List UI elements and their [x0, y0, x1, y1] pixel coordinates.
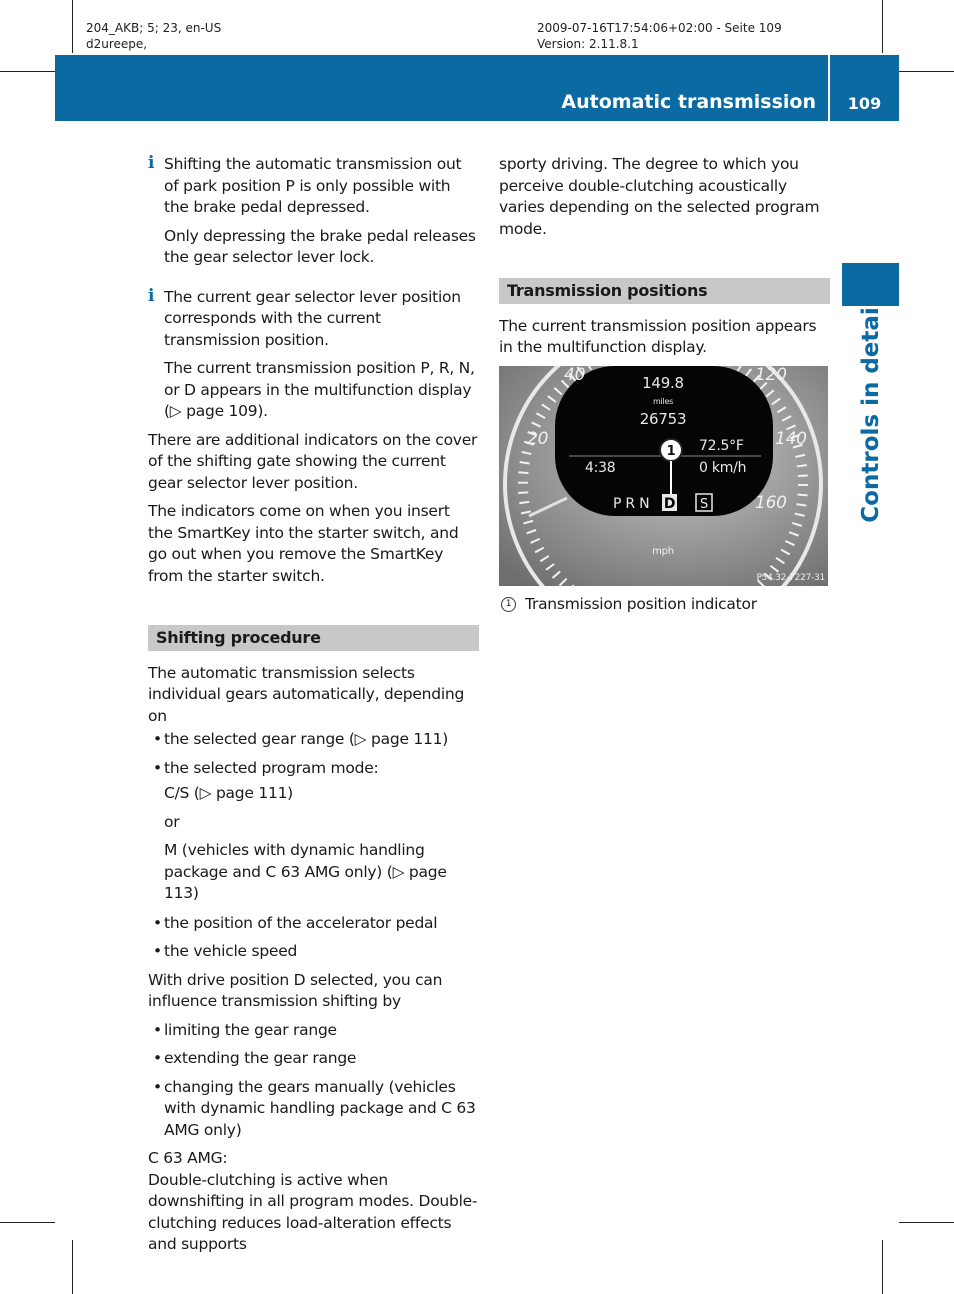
paragraph	[148, 1148, 479, 1256]
crop-mark	[882, 1240, 883, 1294]
speed-mark: 140	[775, 428, 807, 449]
speed-value: 0 km/h	[699, 459, 747, 476]
mode-item: M (vehicles with dynamic handling package and C 63 AMG only) (▷ page 113)	[164, 841, 447, 902]
crop-mark	[72, 0, 73, 53]
paragraph: sporty driving. The degree to which you perceive double-clutching acoustically varies depending on the selected program mode.	[499, 155, 820, 238]
info-subtext: The current transmission position P, R, N, or D appears in the multifunction display (▷ page 109).	[164, 359, 475, 420]
bullet-item: • the selected program mode:	[148, 758, 479, 780]
page-title: Automatic transmission	[561, 91, 816, 113]
meta-line: 2009-07-16T17:54:06+02:00 - Seite 109	[537, 21, 782, 35]
temperature-value: 72.5°F	[699, 437, 744, 454]
marker-number: 1	[666, 443, 676, 459]
meta-line: 204_AKB; 5; 23, en-US	[86, 21, 222, 35]
bullet-item: • the vehicle speed	[148, 941, 479, 963]
bullet-item: • extending the gear range	[148, 1048, 479, 1070]
paragraph: The current transmission position appears in the multifunction display.	[499, 316, 817, 356]
section-heading: Transmission positions	[499, 278, 830, 304]
header-bar	[55, 55, 828, 121]
info-icon: i	[148, 153, 155, 173]
figure-caption	[499, 594, 830, 616]
section-heading: Shifting procedure	[148, 625, 479, 651]
crop-mark	[72, 1240, 73, 1294]
speed-mark: 40	[564, 365, 586, 385]
bullet-item: • the position of the accelerator pedal	[148, 913, 479, 935]
mode-item: or	[164, 812, 180, 831]
meta-line: Version: 2.11.8.1	[537, 37, 639, 51]
side-tab	[842, 299, 899, 523]
odometer-value: 26753	[639, 409, 687, 428]
page-number: 109	[847, 94, 882, 113]
info-note	[148, 287, 479, 352]
amg-label: C 63 AMG:	[148, 1149, 228, 1167]
trip-unit: miles	[652, 396, 674, 406]
info-icon: i	[148, 285, 155, 306]
bullet-item: • changing the gears manually (vehicles with dynamic handling package and C 63 AMG only)	[148, 1077, 479, 1142]
mode-item: C/S (▷ page 111)	[164, 784, 293, 802]
info-text: Shifting the automatic transmission out of park position P is only possible with the brake pedal depressed.	[164, 155, 462, 216]
trip-value: 149.8	[642, 373, 684, 392]
paragraph: The indicators come on when you insert the SmartKey into the starter switch, and go out when you remove the SmartKey from the starter switch.	[148, 502, 459, 585]
crop-mark	[882, 0, 883, 53]
info-note	[148, 154, 479, 219]
gear-selected: D	[663, 495, 676, 512]
speed-mark: 20	[527, 428, 549, 449]
speed-mark: 160	[755, 492, 787, 513]
amg-text: Double-clutching is active when downshifting in all program modes. Double-clutching reduces load-alteration effects and supports	[148, 1170, 478, 1253]
right-column	[499, 154, 830, 622]
crop-mark	[899, 71, 954, 72]
paragraph: There are additional indicators on the cover of the shifting gate showing the current gear selector lever position.	[148, 430, 478, 492]
side-tab-label: Controls in detail	[857, 299, 884, 523]
info-subtext: Only depressing the brake pedal releases the gear selector lever lock.	[164, 226, 476, 266]
gear-positions: P R N	[613, 495, 650, 512]
paragraph: With drive position D selected, you can influence transmission shifting by	[148, 970, 443, 1010]
info-text: The current gear selector lever position corresponds with the current transmission position.	[164, 287, 461, 349]
print-meta-right	[537, 20, 782, 52]
page-number-box	[830, 55, 899, 121]
caption-text: Transmission position indicator	[525, 594, 757, 613]
program-mode: S	[699, 496, 709, 512]
bullet-item: • the selected gear range (▷ page 111)	[148, 729, 479, 751]
print-meta-left	[86, 20, 221, 52]
paragraph: The automatic transmission selects individual gears automatically, depending on	[148, 663, 465, 725]
speed-unit: mph	[652, 545, 674, 557]
crop-mark	[0, 71, 55, 72]
image-code: P54.32-7227-31	[756, 572, 825, 583]
caption-number: 1	[501, 597, 516, 612]
left-column	[148, 154, 479, 1256]
crop-mark	[0, 1222, 55, 1223]
clock-value: 4:38	[585, 459, 616, 476]
speed-mark: 120	[755, 365, 787, 385]
instrument-cluster-image	[499, 366, 828, 586]
bullet-item: • limiting the gear range	[148, 1020, 479, 1042]
crop-mark	[899, 1222, 954, 1223]
meta-line: d2ureepe,	[86, 37, 148, 51]
